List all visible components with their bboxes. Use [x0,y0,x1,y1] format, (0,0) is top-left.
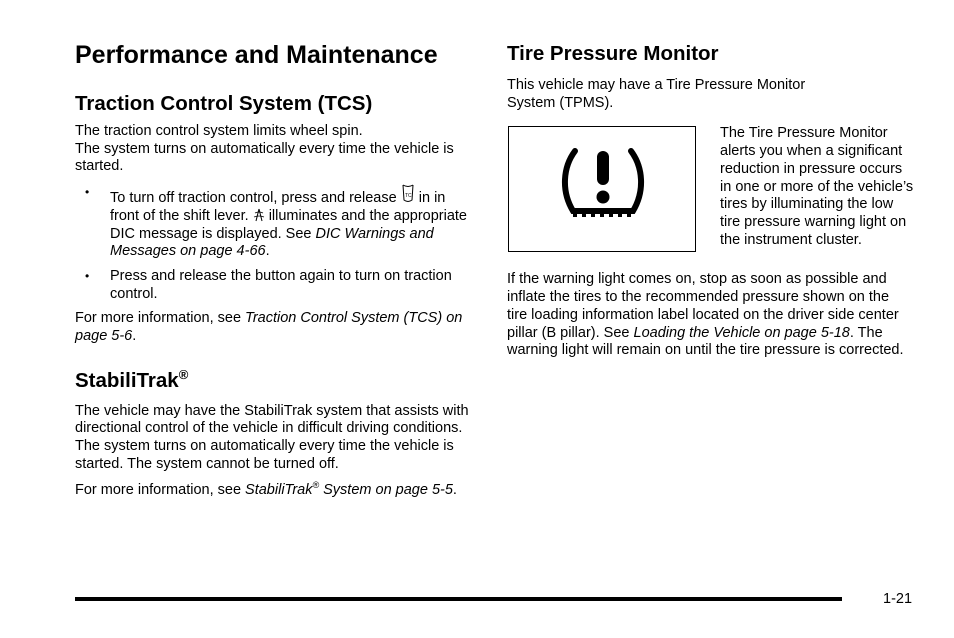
bullet-icon: • [85,268,90,283]
right-column [507,38,912,360]
tpms-warning-light-figure [508,126,696,252]
bullet-icon: • [85,185,90,200]
dic-reference: DIC Warnings and Messages on page 4-66 [110,225,434,260]
stabilitrak-more-info: For more information, see StabiliTrak® System on page 5-5. [75,479,457,498]
tcs-bullet-list [75,184,475,303]
tcs-reference: Traction Control System (TCS) on page 5-6 [75,310,463,345]
page-title: Performance and Maintenance [75,41,438,69]
traction-off-indicator-icon [253,208,265,222]
low-tire-pressure-icon [559,145,647,225]
tcs-bullet-off: • To turn off traction control, press and release TC in in front of the shift lever. illuminates and the appropriate DIC message is displayed. See DIC Warnings and Messages on page 4-66. [85,185,467,260]
tcs-intro-line1: The traction control system limits wheel spin. [75,123,363,139]
stabilitrak-body: The vehicle may have the StabiliTrak system that assists with directional control of the vehicle in difficult driving conditions. The system turns on automatically every time the vehicle is started. The system cannot be turned off. [75,402,469,472]
tpms-body: If the warning light comes on, stop as soon as possible and inflate the tires to the recommended pressure shown on the tire loading information label located on the driver side center pillar (B pillar). See Loading the Vehicle on page 5-18. The warning light will remain on until the tire pressure is corrected. [507,271,904,359]
tcs-more-info: For more information, see Traction Control System (TCS) on page 5-6. [75,310,463,345]
footer-rule [75,597,842,601]
tpms-heading: Tire Pressure Monitor [507,42,719,65]
tcs-bullet-on: • Press and release the button again to turn on traction control. [85,267,452,302]
tcs-intro-line2: The system turns on automatically every time the vehicle is started. [75,140,454,175]
tcs-intro [75,123,475,176]
page-number: 1-21 [883,591,913,607]
tpms-side-text: The Tire Pressure Monitor alerts you when a significant reduction in pressure occurs in one or more of the vehicle’s tires by illuminating the low tire pressure warning light on the instrument cluster. [720,125,914,248]
tpms-intro: This vehicle may have a Tire Pressure Monitor System (TPMS). [507,77,806,111]
left-column [75,38,475,499]
stabilitrak-heading: StabiliTrak® [75,366,189,392]
tpms-figure-row [507,126,912,271]
tcs-bullet-in: in [418,190,431,207]
tcs-heading: Traction Control System (TCS) [75,92,373,115]
tpms-reference: Loading the Vehicle on page 5-18 [633,324,850,341]
traction-control-button-icon [401,184,415,204]
svg-text:TC: TC [404,193,412,200]
stabilitrak-reference: StabiliTrak® System on page 5-5 [245,479,453,498]
